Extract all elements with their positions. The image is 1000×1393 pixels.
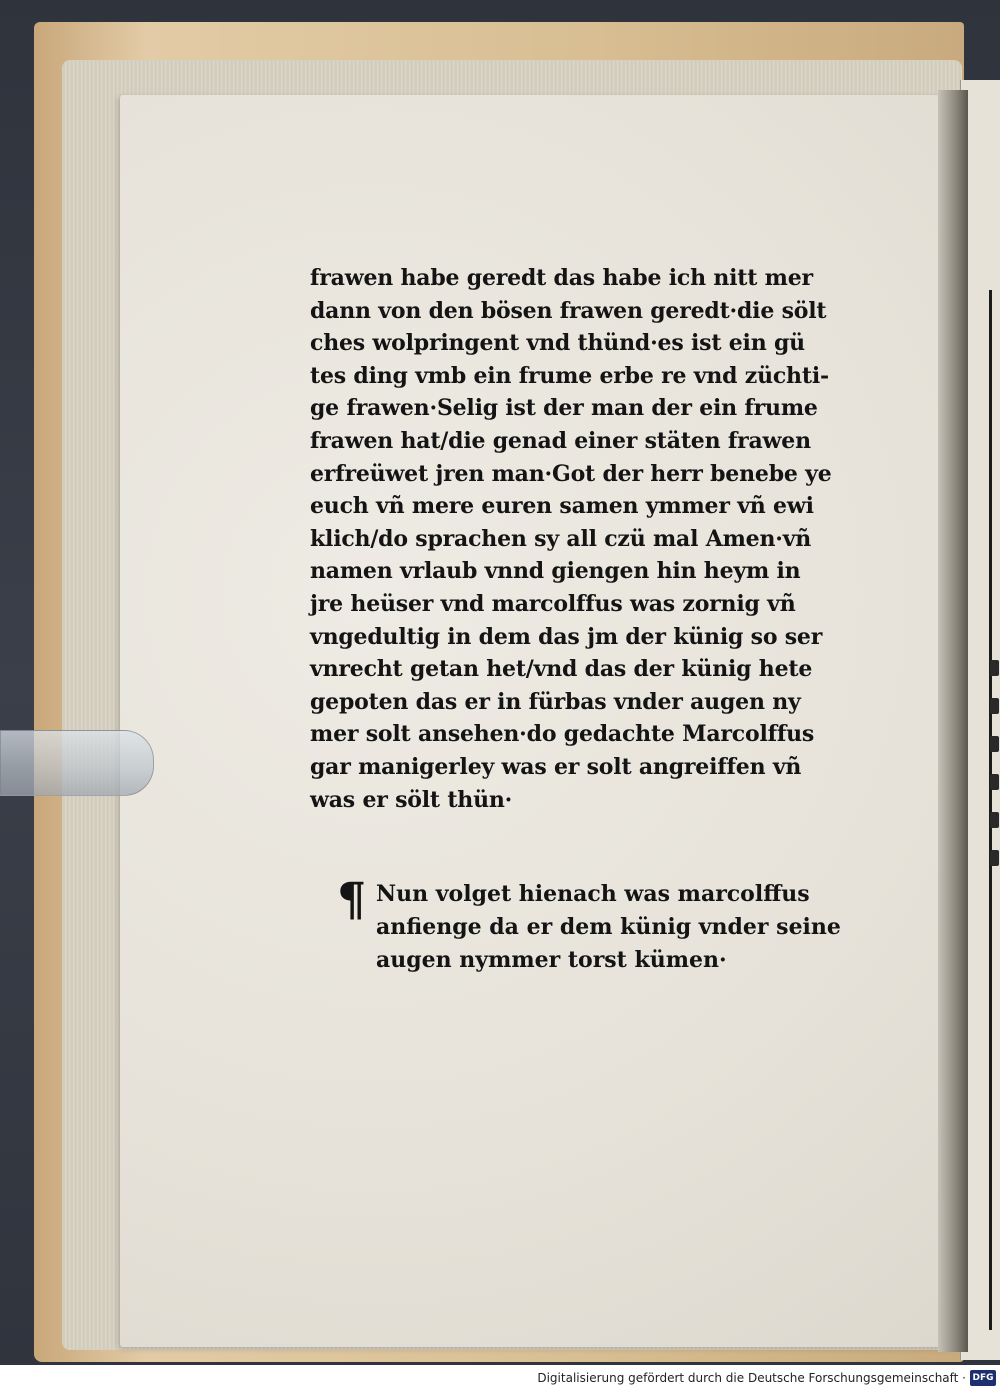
- text-line: ge frawen·Selig ist der man der ein frume: [310, 395, 818, 422]
- text-line: frawen habe geredt das habe ich nitt mer: [310, 265, 813, 291]
- book-gutter: [938, 90, 968, 1352]
- text-line: euch vñ mere euren samen ymmer vñ ewi: [310, 493, 814, 520]
- pilcrow-icon: ¶: [337, 872, 367, 926]
- text-line: frawen hat/die genad einer stäten frawen: [310, 427, 811, 454]
- text-line: namen vrlaub vnnd giengen hin heym in: [310, 558, 801, 585]
- text-line: jre heüser vnd marcolffus was zornig vñ: [310, 590, 796, 617]
- text-line: gar manigerley was er solt angreiffen vñ: [310, 753, 802, 780]
- rubric-line: anfienge da er dem künig vnder seine: [376, 914, 841, 940]
- facing-page-marks: [990, 660, 1000, 1080]
- dfg-logo: DFG: [970, 1370, 996, 1386]
- text-line: was er sölt thün·: [310, 786, 513, 813]
- text-line: mer solt ansehen·do gedachte Marcolffus: [310, 721, 815, 748]
- text-line: klich/do sprachen sy all czü mal Amen·vñ: [310, 525, 812, 552]
- text-line: vngedultig in dem das jm der künig so ser: [310, 623, 823, 650]
- funding-credit: Digitalisierung gefördert durch die Deutsche Forschungsgemeinschaft ·: [537, 1371, 966, 1385]
- text-line: ches wolpringent vnd thünd·es ist ein gü: [310, 330, 805, 357]
- text-line: erfreüwet jren man·Got der herr benebe ye: [310, 460, 832, 487]
- text-line: vnrecht getan het/vnd das der künig hete: [310, 656, 813, 683]
- footer-bar: [0, 1365, 1000, 1393]
- page-clip: [0, 730, 154, 796]
- text-line: gepoten das er in fürbas vnder augen ny: [310, 688, 801, 715]
- main-text-block: [310, 262, 870, 816]
- text-line: dann von den bösen frawen geredt·die sölt: [310, 297, 827, 324]
- rubric-line: Nun volget hienach was marcolffus: [376, 881, 810, 907]
- text-line: tes ding vmb ein frume erbe re vnd züchti-: [310, 362, 829, 389]
- rubric-heading: [337, 872, 870, 977]
- rubric-line: augen nymmer torst kümen·: [376, 947, 727, 973]
